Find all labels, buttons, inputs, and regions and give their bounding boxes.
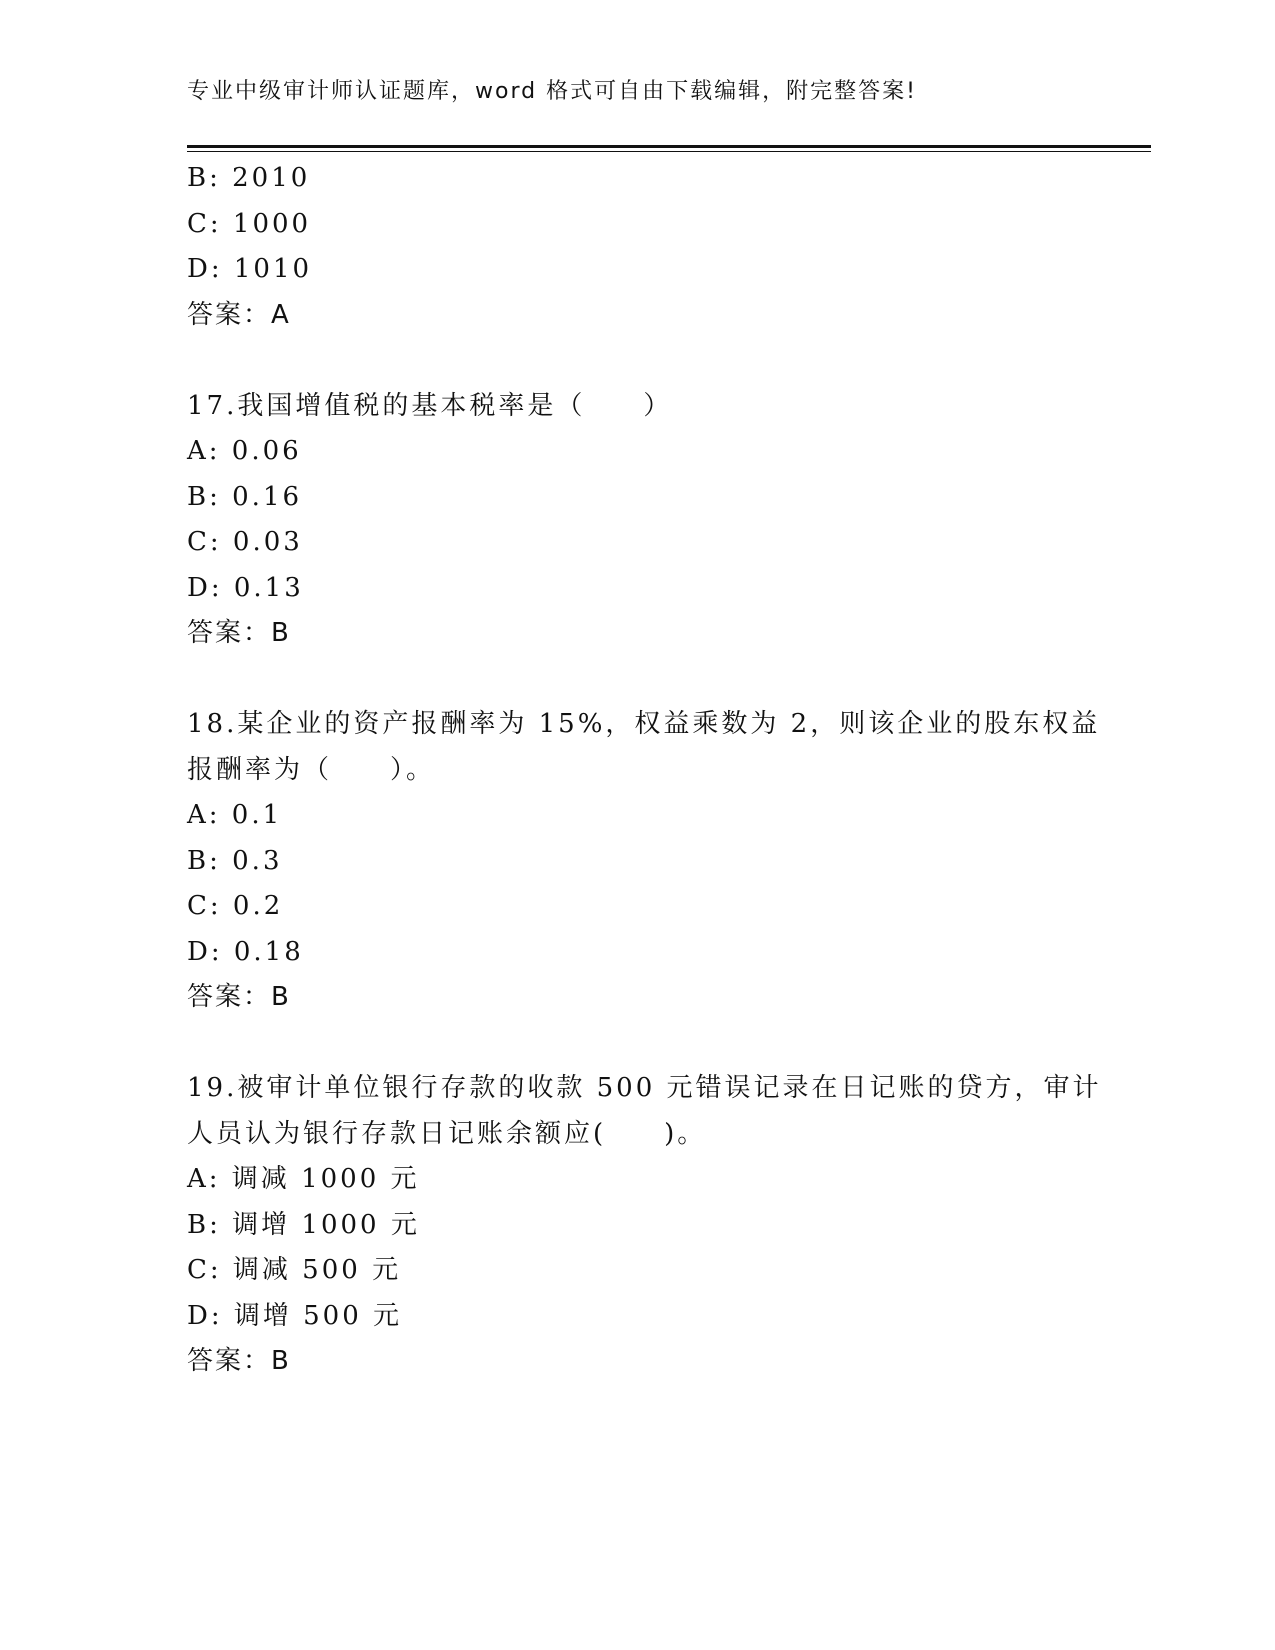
question-stem-continued: 人员认为银行存款日记账余额应( )。 bbox=[187, 1118, 707, 1149]
option-b: B: 0.16 bbox=[187, 481, 303, 512]
option-b: B: 2010 bbox=[187, 163, 311, 193]
option-c: C: 1000 bbox=[187, 208, 312, 239]
question-list bbox=[187, 156, 1102, 1385]
option-b: B: 0.3 bbox=[187, 845, 283, 876]
answer-line: 答案：B bbox=[187, 982, 291, 1012]
answer-line: 答案：A bbox=[187, 299, 291, 330]
header-rule-thick bbox=[187, 145, 1151, 148]
spacer bbox=[187, 657, 1087, 703]
option-c: C: 0.2 bbox=[187, 891, 284, 921]
option-a: A: 0.1 bbox=[187, 800, 283, 830]
option-d: D: 1010 bbox=[187, 254, 313, 284]
option-d: D: 调增 500 元 bbox=[187, 1300, 403, 1331]
question-18 bbox=[187, 702, 1101, 1021]
option-d: D: 0.13 bbox=[187, 572, 304, 603]
question-stem: 19.被审计单位银行存款的收款 500 元错误记录在日记账的贷方，审计 bbox=[187, 1073, 1102, 1103]
option-a: A: 调减 1000 元 bbox=[187, 1164, 420, 1194]
option-a: A: 0.06 bbox=[187, 436, 302, 466]
answer-line: 答案：B bbox=[187, 618, 291, 648]
question-16-continued bbox=[187, 156, 1087, 338]
question-stem-continued: 报酬率为（ ）。 bbox=[187, 754, 436, 785]
spacer bbox=[187, 338, 1087, 384]
spacer bbox=[187, 1021, 1087, 1067]
page-header: 专业中级审计师认证题库，word 格式可自由下载编辑，附完整答案! bbox=[187, 79, 917, 104]
question-stem: 17.我国增值税的基本税率是（ ） bbox=[187, 390, 673, 421]
option-c: C: 0.03 bbox=[187, 527, 303, 557]
answer-line: 答案：B bbox=[187, 1346, 291, 1376]
question-stem: 18.某企业的资产报酬率为 15%，权益乘数为 2，则该企业的股东权益 bbox=[187, 709, 1101, 739]
option-b: B: 调增 1000 元 bbox=[187, 1209, 420, 1240]
option-d: D: 0.18 bbox=[187, 936, 304, 967]
question-19 bbox=[187, 1066, 1102, 1385]
option-c: C: 调减 500 元 bbox=[187, 1255, 402, 1285]
header-rule-thin bbox=[187, 151, 1151, 152]
question-17 bbox=[187, 384, 1087, 657]
